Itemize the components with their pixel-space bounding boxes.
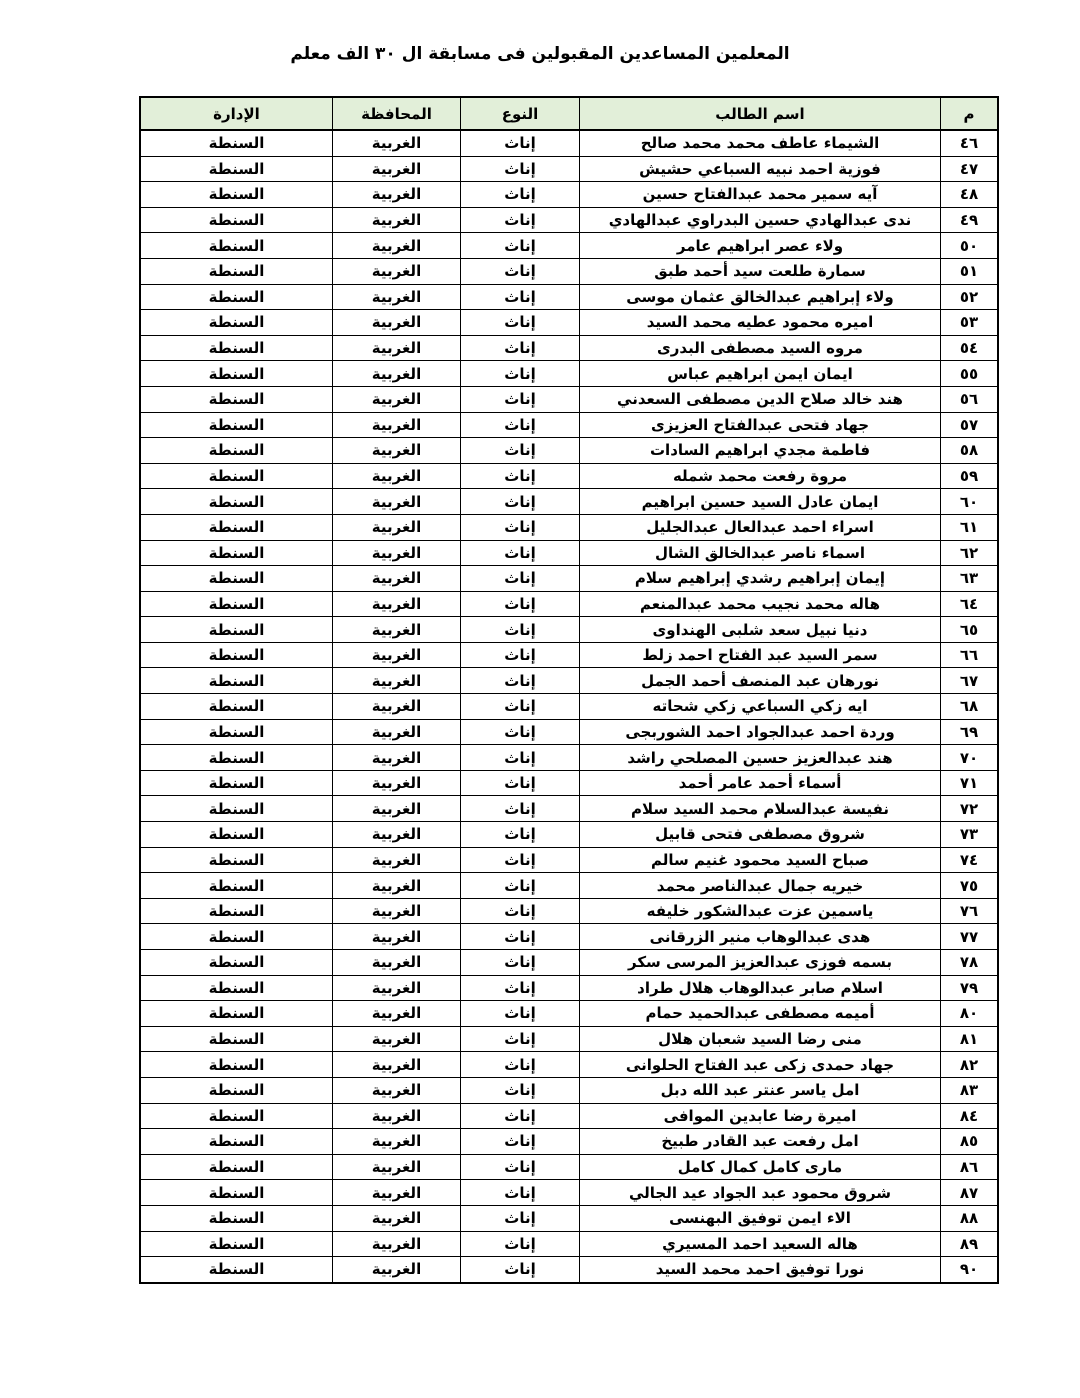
row-number: ٤٩ (941, 207, 999, 233)
row-number: ٦٢ (941, 540, 999, 566)
governorate: الغربية (333, 130, 461, 156)
administration: السنطة (140, 1026, 333, 1052)
gender-type: إناث (461, 335, 580, 361)
governorate: الغربية (333, 335, 461, 361)
administration: السنطة (140, 489, 333, 515)
row-number: ٦٧ (941, 668, 999, 694)
table-row (140, 1077, 998, 1103)
row-number: ٨٧ (941, 1180, 999, 1206)
governorate: الغربية (333, 1154, 461, 1180)
row-number: ٦٣ (941, 566, 999, 592)
row-number: ٧٦ (941, 898, 999, 924)
governorate: الغربية (333, 438, 461, 464)
student-name: سمارة طلعت سيد أحمد طبق (580, 258, 941, 284)
administration: السنطة (140, 591, 333, 617)
row-number: ٧٧ (941, 924, 999, 950)
governorate: الغربية (333, 566, 461, 592)
student-name: جهاد فتحى عبدالفتاح العزيزى (580, 412, 941, 438)
student-name: اسماء ناصر عبدالخالق الشال (580, 540, 941, 566)
header-type: النوع (461, 97, 580, 130)
row-number: ٦٠ (941, 489, 999, 515)
gender-type: إناث (461, 950, 580, 976)
gender-type: إناث (461, 156, 580, 182)
table-row (140, 668, 998, 694)
gender-type: إناث (461, 770, 580, 796)
gender-type: إناث (461, 591, 580, 617)
table-body (140, 130, 998, 1283)
student-name: ندى عبدالهادي حسين البدراوي عبدالهادي (580, 207, 941, 233)
gender-type: إناث (461, 1205, 580, 1231)
administration: السنطة (140, 694, 333, 720)
governorate: الغربية (333, 950, 461, 976)
student-name: صباح السيد محمود غنيم سالم (580, 847, 941, 873)
student-name: الشيماء عاطف محمد محمد صالح (580, 130, 941, 156)
student-name: مارى كامل كمال كامل (580, 1154, 941, 1180)
row-number: ٥٥ (941, 361, 999, 387)
administration: السنطة (140, 1231, 333, 1257)
table-row (140, 694, 998, 720)
governorate: الغربية (333, 514, 461, 540)
gender-type: إناث (461, 438, 580, 464)
administration: السنطة (140, 873, 333, 899)
administration: السنطة (140, 310, 333, 336)
table-row (140, 847, 998, 873)
row-number: ٨٢ (941, 1052, 999, 1078)
administration: السنطة (140, 1103, 333, 1129)
administration: السنطة (140, 796, 333, 822)
row-number: ٥٨ (941, 438, 999, 464)
row-number: ٦١ (941, 514, 999, 540)
governorate: الغربية (333, 1129, 461, 1155)
table-row (140, 361, 998, 387)
gender-type: إناث (461, 1257, 580, 1283)
student-name: اسراء احمد عبدالعال عبدالجليل (580, 514, 941, 540)
student-name: امل ياسر عنتر عبد الله دبل (580, 1077, 941, 1103)
table-row (140, 1180, 998, 1206)
gender-type: إناث (461, 566, 580, 592)
row-number: ٧١ (941, 770, 999, 796)
header-row (140, 97, 998, 130)
row-number: ٥٤ (941, 335, 999, 361)
table-row (140, 924, 998, 950)
table-row (140, 1129, 998, 1155)
governorate: الغربية (333, 1077, 461, 1103)
gender-type: إناث (461, 1001, 580, 1027)
gender-type: إناث (461, 1026, 580, 1052)
table-row (140, 540, 998, 566)
student-name: ولاء إبراهيم عبدالخالق عثمان موسى (580, 284, 941, 310)
gender-type: إناث (461, 514, 580, 540)
row-number: ٧٤ (941, 847, 999, 873)
table-row (140, 207, 998, 233)
gender-type: إناث (461, 719, 580, 745)
gender-type: إناث (461, 694, 580, 720)
student-name: هند عبدالعزيز حسين المصلحي راشد (580, 745, 941, 771)
table-row (140, 796, 998, 822)
governorate: الغربية (333, 258, 461, 284)
student-name: امل رفعت عبد القادر طبيخ (580, 1129, 941, 1155)
governorate: الغربية (333, 1103, 461, 1129)
table-row (140, 412, 998, 438)
student-name: آيه سمير محمد عبدالفتاح حسين (580, 182, 941, 208)
table-row (140, 1103, 998, 1129)
header-governorate: المحافظة (333, 97, 461, 130)
student-name: إيمان إبراهيم رشدي إبراهيم سلام (580, 566, 941, 592)
table-row (140, 130, 998, 156)
gender-type: إناث (461, 924, 580, 950)
table-row (140, 1231, 998, 1257)
student-name: بسمه فوزى عبدالعزيز المرسى سكر (580, 950, 941, 976)
gender-type: إناث (461, 361, 580, 387)
administration: السنطة (140, 1154, 333, 1180)
student-name: شروق مصطفى فتحى قابيل (580, 822, 941, 848)
table-row (140, 975, 998, 1001)
student-name: مروه السيد مصطفى البدرى (580, 335, 941, 361)
administration: السنطة (140, 207, 333, 233)
student-name: هند خالد صلاح الدين مصطفى السعدني (580, 386, 941, 412)
governorate: الغربية (333, 540, 461, 566)
table-row (140, 258, 998, 284)
governorate: الغربية (333, 1001, 461, 1027)
governorate: الغربية (333, 873, 461, 899)
gender-type: إناث (461, 258, 580, 284)
administration: السنطة (140, 950, 333, 976)
row-number: ٥١ (941, 258, 999, 284)
gender-type: إناث (461, 130, 580, 156)
gender-type: إناث (461, 1129, 580, 1155)
governorate: الغربية (333, 310, 461, 336)
gender-type: إناث (461, 847, 580, 873)
administration: السنطة (140, 284, 333, 310)
administration: السنطة (140, 1129, 333, 1155)
governorate: الغربية (333, 642, 461, 668)
table-row (140, 233, 998, 259)
administration: السنطة (140, 412, 333, 438)
gender-type: إناث (461, 668, 580, 694)
gender-type: إناث (461, 463, 580, 489)
student-name: أميمه مصطفى عبدالحميد حمام (580, 1001, 941, 1027)
administration: السنطة (140, 1001, 333, 1027)
administration: السنطة (140, 1257, 333, 1283)
student-name: فاطمة مجدي ابراهيم السادات (580, 438, 941, 464)
student-name: منى رضا السيد شعبان هلال (580, 1026, 941, 1052)
row-number: ٦٥ (941, 617, 999, 643)
gender-type: إناث (461, 412, 580, 438)
administration: السنطة (140, 258, 333, 284)
table-header (140, 97, 998, 130)
row-number: ٨٥ (941, 1129, 999, 1155)
table-row (140, 1205, 998, 1231)
governorate: الغربية (333, 975, 461, 1001)
table-row (140, 1052, 998, 1078)
row-number: ٧٨ (941, 950, 999, 976)
row-number: ٦٨ (941, 694, 999, 720)
gender-type: إناث (461, 1077, 580, 1103)
administration: السنطة (140, 361, 333, 387)
gender-type: إناث (461, 310, 580, 336)
table-row (140, 489, 998, 515)
table-row (140, 156, 998, 182)
gender-type: إناث (461, 1052, 580, 1078)
administration: السنطة (140, 822, 333, 848)
table-row (140, 950, 998, 976)
governorate: الغربية (333, 233, 461, 259)
governorate: الغربية (333, 822, 461, 848)
row-number: ٦٦ (941, 642, 999, 668)
governorate: الغربية (333, 1257, 461, 1283)
student-name: فوزية احمد نبيه السباعي حشيش (580, 156, 941, 182)
gender-type: إناث (461, 975, 580, 1001)
row-number: ٥٧ (941, 412, 999, 438)
row-number: ٤٨ (941, 182, 999, 208)
student-name: نورهان عبد المنصف أحمد الجمل (580, 668, 941, 694)
table-row (140, 745, 998, 771)
table-row (140, 463, 998, 489)
student-name: وردة احمد عبدالجواد احمد الشوربجى (580, 719, 941, 745)
student-name: نورا توفيق احمد محمد السيد (580, 1257, 941, 1283)
table-row (140, 284, 998, 310)
administration: السنطة (140, 975, 333, 1001)
governorate: الغربية (333, 156, 461, 182)
student-name: هاله محمد نجيب محمد عبدالمنعم (580, 591, 941, 617)
row-number: ٩٠ (941, 1257, 999, 1283)
governorate: الغربية (333, 898, 461, 924)
administration: السنطة (140, 335, 333, 361)
gender-type: إناث (461, 1231, 580, 1257)
table-row (140, 514, 998, 540)
gender-type: إناث (461, 284, 580, 310)
administration: السنطة (140, 233, 333, 259)
row-number: ٨٠ (941, 1001, 999, 1027)
page-title: المعلمين المساعدين المقبولين فى مسابقة ال ٣٠ الف معلم (290, 44, 790, 64)
student-name: أسماء أحمد عامر أحمد (580, 770, 941, 796)
row-number: ٨٣ (941, 1077, 999, 1103)
gender-type: إناث (461, 822, 580, 848)
gender-type: إناث (461, 489, 580, 515)
administration: السنطة (140, 745, 333, 771)
governorate: الغربية (333, 1205, 461, 1231)
administration: السنطة (140, 617, 333, 643)
gender-type: إناث (461, 873, 580, 899)
row-number: ٥٠ (941, 233, 999, 259)
row-number: ٨٤ (941, 1103, 999, 1129)
row-number: ٧٠ (941, 745, 999, 771)
row-number: ٧٢ (941, 796, 999, 822)
table-row (140, 642, 998, 668)
gender-type: إناث (461, 1154, 580, 1180)
administration: السنطة (140, 540, 333, 566)
student-name: سمر السيد عبد الفتاح احمد زلط (580, 642, 941, 668)
student-name: مروة رفعت محمد شمله (580, 463, 941, 489)
administration: السنطة (140, 386, 333, 412)
student-name: اميرة رضا عابدين الموافى (580, 1103, 941, 1129)
administration: السنطة (140, 719, 333, 745)
accepted-teachers-table (139, 96, 999, 1284)
student-name: ياسمين عزت عبدالشكور خليفه (580, 898, 941, 924)
gender-type: إناث (461, 386, 580, 412)
administration: السنطة (140, 566, 333, 592)
gender-type: إناث (461, 1180, 580, 1206)
governorate: الغربية (333, 847, 461, 873)
administration: السنطة (140, 182, 333, 208)
administration: السنطة (140, 1052, 333, 1078)
table-row (140, 566, 998, 592)
administration: السنطة (140, 642, 333, 668)
student-name: نفيسة عبدالسلام محمد السيد سلام (580, 796, 941, 822)
governorate: الغربية (333, 386, 461, 412)
table-row (140, 386, 998, 412)
table-row (140, 1154, 998, 1180)
administration: السنطة (140, 668, 333, 694)
governorate: الغربية (333, 924, 461, 950)
administration: السنطة (140, 130, 333, 156)
row-number: ٨٩ (941, 1231, 999, 1257)
student-name: جهاد حمدى زكى عبد الفتاح الحلوانى (580, 1052, 941, 1078)
table-row (140, 822, 998, 848)
governorate: الغربية (333, 1052, 461, 1078)
administration: السنطة (140, 898, 333, 924)
administration: السنطة (140, 1077, 333, 1103)
student-name: ايمان ايمن ابراهيم عباس (580, 361, 941, 387)
governorate: الغربية (333, 412, 461, 438)
table-row (140, 770, 998, 796)
gender-type: إناث (461, 898, 580, 924)
governorate: الغربية (333, 796, 461, 822)
student-name: الاء ايمن توفيق البهنسى (580, 1205, 941, 1231)
gender-type: إناث (461, 233, 580, 259)
gender-type: إناث (461, 182, 580, 208)
row-number: ٨٨ (941, 1205, 999, 1231)
administration: السنطة (140, 463, 333, 489)
governorate: الغربية (333, 463, 461, 489)
governorate: الغربية (333, 617, 461, 643)
row-number: ٥٩ (941, 463, 999, 489)
student-name: ايه زكي السباعي زكي شحاته (580, 694, 941, 720)
table-row (140, 182, 998, 208)
student-name: خيريه جمال عبدالناصر محمد (580, 873, 941, 899)
governorate: الغربية (333, 719, 461, 745)
governorate: الغربية (333, 745, 461, 771)
student-name: اسلام صابر عبدالوهاب هلال طراد (580, 975, 941, 1001)
administration: السنطة (140, 770, 333, 796)
row-number: ٤٦ (941, 130, 999, 156)
row-number: ٧٥ (941, 873, 999, 899)
administration: السنطة (140, 847, 333, 873)
governorate: الغربية (333, 668, 461, 694)
header-name: اسم الطالب (580, 97, 941, 130)
table-row (140, 617, 998, 643)
row-number: ٧٩ (941, 975, 999, 1001)
student-name: شروق محمود عبد الجواد عيد الجالي (580, 1180, 941, 1206)
gender-type: إناث (461, 796, 580, 822)
governorate: الغربية (333, 1026, 461, 1052)
row-number: ٥٣ (941, 310, 999, 336)
gender-type: إناث (461, 642, 580, 668)
row-number: ٨١ (941, 1026, 999, 1052)
table-row (140, 873, 998, 899)
governorate: الغربية (333, 1231, 461, 1257)
table-row (140, 310, 998, 336)
student-name: هاله السعيد احمد المسيري (580, 1231, 941, 1257)
governorate: الغربية (333, 694, 461, 720)
header-number: م (941, 97, 999, 130)
row-number: ٤٧ (941, 156, 999, 182)
header-administration: الإدارة (140, 97, 333, 130)
table-row (140, 719, 998, 745)
student-name: هدى عبدالوهاب منير الزرقانى (580, 924, 941, 950)
administration: السنطة (140, 438, 333, 464)
table-row (140, 1257, 998, 1283)
administration: السنطة (140, 1180, 333, 1206)
table-row (140, 1001, 998, 1027)
gender-type: إناث (461, 1103, 580, 1129)
student-name: ايمان عادل السيد حسين ابراهيم (580, 489, 941, 515)
administration: السنطة (140, 1205, 333, 1231)
student-name: دنيا نبيل سعد شلبى الهنداوى (580, 617, 941, 643)
administration: السنطة (140, 156, 333, 182)
gender-type: إناث (461, 617, 580, 643)
row-number: ٦٩ (941, 719, 999, 745)
governorate: الغربية (333, 182, 461, 208)
table-row (140, 438, 998, 464)
gender-type: إناث (461, 745, 580, 771)
administration: السنطة (140, 514, 333, 540)
table-row (140, 1026, 998, 1052)
table-row (140, 898, 998, 924)
student-name: اميره محمود عطيه محمد السيد (580, 310, 941, 336)
row-number: ٧٣ (941, 822, 999, 848)
row-number: ٥٢ (941, 284, 999, 310)
student-name: ولاء عصر ابراهيم عامر (580, 233, 941, 259)
row-number: ٦٤ (941, 591, 999, 617)
gender-type: إناث (461, 540, 580, 566)
administration: السنطة (140, 924, 333, 950)
governorate: الغربية (333, 284, 461, 310)
governorate: الغربية (333, 361, 461, 387)
row-number: ٥٦ (941, 386, 999, 412)
gender-type: إناث (461, 207, 580, 233)
table-row (140, 335, 998, 361)
table-row (140, 591, 998, 617)
governorate: الغربية (333, 207, 461, 233)
governorate: الغربية (333, 1180, 461, 1206)
governorate: الغربية (333, 591, 461, 617)
governorate: الغربية (333, 489, 461, 515)
row-number: ٨٦ (941, 1154, 999, 1180)
governorate: الغربية (333, 770, 461, 796)
